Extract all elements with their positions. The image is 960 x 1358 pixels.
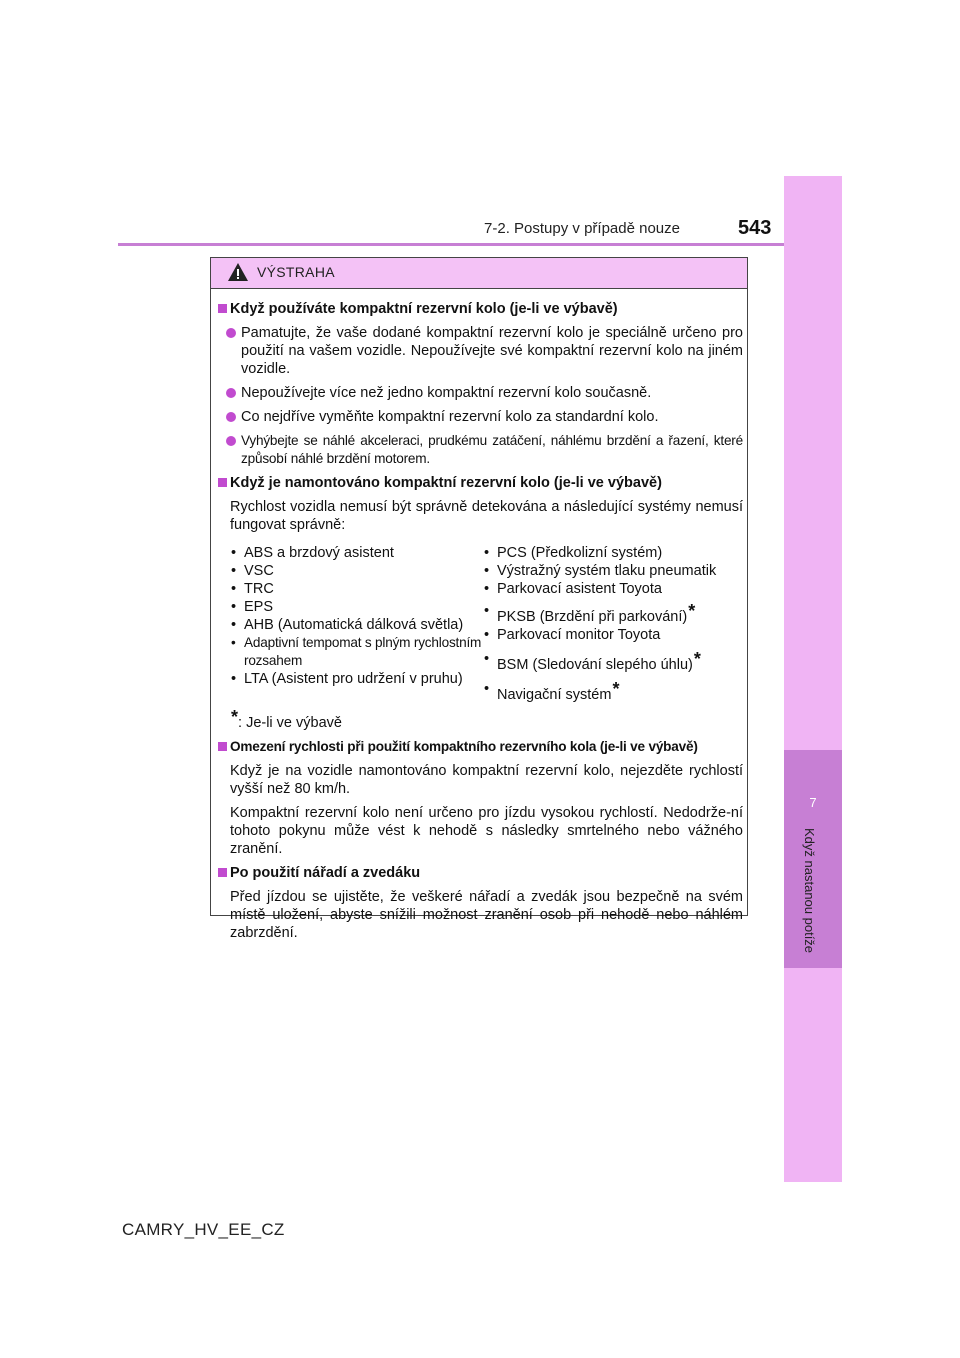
header-rule [118,243,842,246]
paragraph: Rychlost vozidla nemusí být správně detekována a následující systémy nemusí fungovat správně: [230,499,743,533]
bullet-item: Co nejdříve vyměňte kompaktní rezervní kolo za standardní kolo. [217,408,743,426]
systems-list [217,544,743,704]
asterisk-mark: * [612,679,620,699]
systems-list-right [483,544,736,704]
bullet-item: Pamatujte, že vaše dodané kompaktní rezervní kolo je speciálně určeno pro použití na vašem vozidle. Nepoužívejte své kompaktní rezervní kolo na jiném vozidle. [217,324,743,378]
page-number: 543 [738,217,772,239]
list-item: • ABS a brzdový asistent [230,544,483,562]
bullet-item: Vyhýbejte se náhlé akceleraci, prudkému zatáčení, náhlému brzdění a řazení, které způsobí náhlé brzdění motorem. [217,432,743,468]
section-heading: Když používáte kompaktní rezervní kolo (je-li ve výbavě) [217,300,743,318]
systems-list-left [230,544,483,704]
model-code: CAMRY_HV_EE_CZ [122,1220,285,1239]
list-item: • LTA (Asistent pro udržení v pruhu) [230,670,483,688]
section-heading: Po použití nářadí a zvedáku [217,864,743,882]
paragraph: Kompaktní rezervní kolo není určeno pro jízdu vysokou rychlostí. Nedodrže-ní tohoto pokynu může vést k nehodě s následky smrtelného nebo vážného zranění. [230,805,743,857]
list-item: • Adaptivní tempomat s plným rychlostním rozsahem [230,634,483,670]
section-title: 7-2. Postupy v případě nouze [484,220,680,237]
asterisk-mark: * [693,649,701,669]
section-heading: Omezení rychlosti při použití kompaktního rezervního kola (je-li ve výbavě) [217,738,743,756]
list-item [483,602,736,626]
warning-box [210,257,748,941]
list-item [483,650,736,674]
side-tab [784,176,842,1182]
list-item: • AHB (Automatická dálková světla) [230,616,483,634]
side-chapter-title: Když nastanou potíže [802,828,817,954]
side-chapter-number: 7 [809,795,817,810]
list-item: • Výstražný systém tlaku pneumatik [483,562,736,580]
footnote [217,708,743,732]
bullet-item: Nepoužívejte více než jedno kompaktní rezervní kolo současně. [217,384,743,402]
list-item: • Parkovací monitor Toyota [483,626,736,644]
list-item: • VSC [230,562,483,580]
list-item: • PCS (Předkolizní systém) [483,544,736,562]
paragraph: Když je na vozidle namontováno kompaktní rezervní kolo, nejezděte rychlostí vyšší než 80 km/h. [230,763,743,797]
list-item-label: PKSB (Brzdění při parkování) [497,609,688,625]
footnote-text: : Je-li ve výbavě [238,715,342,731]
warning-body [217,294,743,942]
list-item [483,680,736,704]
list-item-label: Navigační systém [497,687,612,703]
asterisk-mark: * [688,601,696,621]
list-item: • TRC [230,580,483,598]
warning-triangle-icon [227,262,249,282]
paragraph: Před jízdou se ujistěte, že veškeré nářadí a zvedák jsou bezpečně na svém místě uložení, abyste snížili možnost zranění osob při nehodě nebo náhlém zabrzdění. [230,889,743,941]
warning-header [211,258,747,289]
list-item: • EPS [230,598,483,616]
section-heading: Když je namontováno kompaktní rezervní kolo (je-li ve výbavě) [217,474,743,492]
list-item-label: BSM (Sledování slepého úhlu) [497,657,693,673]
warning-title: VÝSTRAHA [257,264,335,280]
asterisk-mark: * [231,707,239,727]
list-item: • Parkovací asistent Toyota [483,580,736,598]
